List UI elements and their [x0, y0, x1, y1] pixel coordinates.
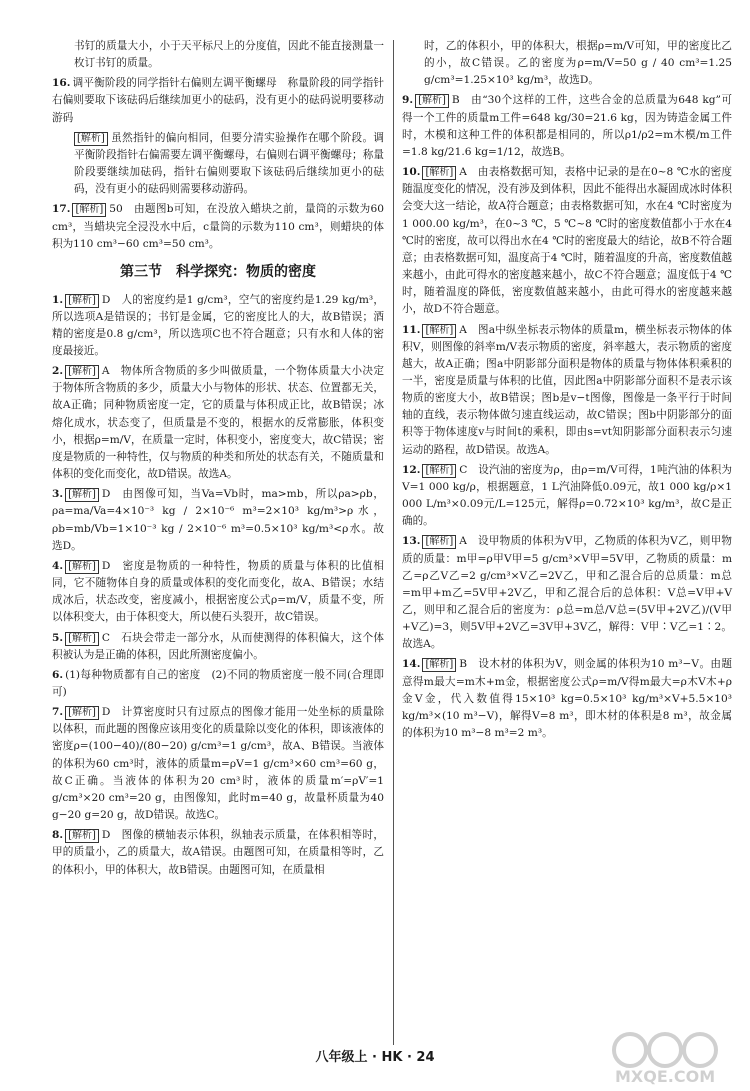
answer-paragraph — [52, 486, 384, 555]
question-number: 13. — [402, 535, 421, 548]
question-number: 1. — [52, 293, 64, 306]
answer-text: 虽然指针的偏向相同，但要分清实验操作在哪个阶段。调平衡阶段指针右偏需要左调平衡螺母，右偏则右调平衡螺母；称量阶段要继续加砝码，指针右偏则要取下该砝码后继续加更小的砝码，没有更小的砝码则需要移动游码。 — [74, 131, 384, 196]
question-number: 12. — [402, 463, 421, 476]
answer-text: B 设木材的体积为V，则金属的体积为10 m³−V。由题意得m最大=m木+m金，根据密度公式ρ=m/V得m最大=ρ木V木+ρ金V金，代入数值得15×10³ kg=0.5×10³ kg/m³×V+5.5×10³ kg/m³×(10 m³−V)，解得V=8 m³，即木材的体积是8 m³，故金属的体积为10 m³−8 m³=2 m³。 — [402, 658, 732, 740]
analysis-tag: [解析] — [422, 535, 456, 549]
question-number: 9. — [402, 94, 414, 107]
answer-text: D 图像的横轴表示体积，纵轴表示质量，在体积相等时，甲的质量小，乙的质量大，故A错误。由题图可知，在质量相等时，乙的体积小，甲的体积大，故B错误。由题图可知，在质量相 — [52, 829, 384, 876]
answer-paragraph — [402, 533, 732, 653]
watermark-logo — [610, 1030, 740, 1085]
right-column — [402, 38, 732, 745]
answer-paragraph — [52, 558, 384, 627]
answer-text: C 设汽油的密度为ρ，由ρ=m/V可得，1吨汽油的体积为V=1 000 kg/ρ，根据题意，1 L汽油降低0.09元，故1 000 kg/ρ×1 000 L/m³×0.09元/L=125元，解得ρ=0.72×10³ kg/m³，故C是正确的。 — [402, 463, 732, 528]
left-column — [52, 38, 384, 882]
question-number: 17. — [52, 203, 71, 216]
svg-text:MXQE.COM: MXQE.COM — [615, 1067, 716, 1085]
question-number: 16. — [52, 77, 71, 90]
answer-paragraph — [52, 630, 384, 664]
answer-paragraph — [52, 75, 384, 126]
analysis-tag: [解析] — [65, 706, 99, 720]
question-number: 7. — [52, 706, 64, 719]
analysis-tag: [解析] — [65, 632, 99, 646]
analysis-tag: [解析] — [74, 132, 108, 146]
answer-text: D 密度是物质的一种特性，物质的质量与体积的比值相同，它不随物体自身的质量或体积的变化而变化，故A、B错误；水结成冰后，状态改变，密度减小，根据密度公式ρ=m/V，质量不变，所以体积变大，由于体积变大，所以使石头裂开，故C错误。 — [52, 559, 384, 624]
question-number: 8. — [52, 829, 64, 842]
analysis-tag: [解析] — [65, 560, 99, 574]
question-number: 11. — [402, 323, 421, 336]
answer-paragraph — [402, 92, 732, 161]
question-number: 14. — [402, 658, 421, 671]
answer-text: 调平衡阶段的同学指针右偏则左调平衡螺母 称量阶段的同学指针右偏则要取下该砝码后继续加更小的砝码，没有更小的砝码说明要移动游码 — [52, 77, 384, 124]
question-number: 4. — [52, 559, 64, 572]
answer-paragraph — [402, 322, 732, 459]
analysis-tag: [解析] — [422, 464, 456, 478]
answer-paragraph — [52, 201, 384, 252]
analysis-tag: [解析] — [65, 365, 99, 379]
analysis-tag: [解析] — [422, 166, 456, 180]
page-footer: 八年级上 · HK · 24 — [315, 1050, 435, 1065]
question-number: 5. — [52, 631, 64, 644]
answer-text: 书钉的质量大小，小于天平标尺上的分度值，因此不能直接测量一枚订书钉的质量。 — [74, 40, 384, 70]
analysis-tag: [解析] — [72, 203, 106, 217]
analysis-tag: [解析] — [422, 658, 456, 672]
question-number: 6. — [52, 668, 64, 681]
answer-text: A 物体所含物质的多少叫做质量，一个物体质量大小决定于物体所含物质的多少，质量大小与物体的形状、状态、位置都无关，故A正确；同种物质密度一定，它的质量与体积成正比，故B错误；冰熔化成水，状态变了，但质量是不变的，根据水的反常膨胀，体积变小，根据ρ=m/V，在质量一定时，体积变小，密度变大，故C错误；密度是物质的一种特性，仅与物质的种类和所处的状态有关，不随质量和体积的变化而变化，故D错误。故选A。 — [52, 365, 384, 481]
analysis-tag: [解析] — [422, 324, 456, 338]
question-number: 3. — [52, 488, 64, 501]
answer-text: (1)每种物质都有自己的密度 (2)不同的物质密度一般不同(合理即可) — [52, 668, 384, 698]
answer-text: B 由“30个这样的工件，这些合金的总质量为648 kg”可得一个工件的质量m工件=648 kg/30=21.6 kg，因为铸造金属工件时，木模和这种工件的体积都是相同的，所以ρ1/ρ2=m木模/m工件=1.8 kg/21.6 kg=1/12，故选B。 — [402, 94, 732, 158]
answer-paragraph — [402, 164, 732, 318]
analysis-tag: [解析] — [65, 488, 99, 502]
answer-paragraph — [52, 667, 384, 701]
answer-text: A 图a中纵坐标表示物体的质量m，横坐标表示物体的体积V，则图像的斜率m/V表示物质的密度，斜率越大，表示物质的密度越大，故A正确；图a中阴影部分面积是物体的质量与物体体积乘积的一半，密度是质量与体积的比值，因此图a中阴影部分面积不是表示该物质的密度大小，故B错误；图b是v−t图像，图像是一条平行于时间轴的直线，表示物体做匀速直线运动，故C错误；图b中阴影部分的面积等于物体速度v与时间t的乘积，即由s=vt知阴影部分面积表示匀速运动的路程，故D错误。故选A。 — [402, 323, 732, 456]
answer-text: C 石块会带走一部分水，从而使测得的体积偏大，这个体积被认为是正确的体积，因此所测密度偏小。 — [52, 631, 384, 661]
answer-text: 时，乙的体积小，甲的体积大，根据ρ=m/V可知，甲的密度比乙的小，故C错误。乙的密度为ρ=m/V=50 g / 40 cm³=1.25 g/cm³=1.25×10³ kg/m³，故选D。 — [424, 40, 732, 87]
answer-text: D 计算密度时只有过原点的图像才能用一处坐标的质量除以体积，而此题的图像应该用变化的质量除以变化的体积，即该液体的密度ρ=(100−40)/(80−20) g/cm³=1 g/cm³，故A、B错误。当液体的体积为60 cm³时，液体的质量m=ρV=1 g/cm³×60 cm³=60 g，故C正确。当液体的体积为20 cm³时，液体的质量m′=ρV′=1 g/cm³×20 cm³=20 g，由图像知，此时m=40 g，故量杯质量为40 g−20 g=20 g，故D错误。故选C。 — [52, 706, 384, 822]
analysis-tag: [解析] — [65, 294, 99, 308]
column-divider — [393, 40, 394, 1045]
section-heading: 第三节 科学探究：物质的密度 — [120, 263, 316, 280]
answer-text: D 人的密度约是1 g/cm³，空气的密度约是1.29 kg/m³，所以选项A是错误的；书钉是金属，它的密度比人的大，故B错误；酒精的密度是0.8 g/cm³，所以选项C也不符合题意；只有水和人体的密度最接近。 — [52, 293, 384, 358]
answer-text: D 由图像可知，当Va=Vb时，ma>mb，所以ρa>ρb，ρa=ma/Va=4×10⁻³ kg / 2×10⁻⁶ m³=2×10³ kg/m³>ρ水，ρb=mb/Vb=1×10⁻³ kg / 2×10⁻⁶ m³=0.5×10³ kg/m³<ρ水。故选D。 — [52, 488, 384, 552]
answer-paragraph — [402, 38, 732, 89]
analysis-tag: [解析] — [415, 94, 449, 108]
analysis-tag: [解析] — [65, 829, 99, 843]
answer-paragraph — [52, 704, 384, 824]
answer-text: A 设甲物质的体积为V甲，乙物质的体积为V乙，则甲物质的质量：m甲=ρ甲V甲=5 g/cm³×V甲=5V甲，乙物质的质量：m乙=ρ乙V乙=2 g/cm³×V乙=2V乙，甲和乙混合后的总质量：m总=m甲+m乙=5V甲+2V乙，甲和乙混合后的总体积：V总=V甲+V乙，则甲和乙混合后的密度为：ρ总=m总/V总=(5V甲+2V乙)/(V甲+V乙)=3，则5V甲+2V乙=3V甲+3V乙，解得：V甲∶V乙=1∶2。故选A。 — [402, 535, 732, 651]
question-number: 2. — [52, 365, 64, 378]
answer-paragraph — [52, 130, 384, 199]
answer-text: A 由表格数据可知，表格中记录的是在0~8 ℃水的密度随温度变化的情况，没有涉及到体积，因此不能得出水凝固成冰时体积会变大这一结论，故A符合题意；由表格数据可知，水在4 ℃时密度为1 000.00 kg/m³，在0~3 ℃，5 ℃~8 ℃时的密度数值都小于水在4 ℃时的密度，故可以得出水在4 ℃时的密度最大的结论，故B不符合题意；由表格数据可知，温度高于4 ℃时，随着温度的升高，密度数值越来越小，由此可得水的密度越来越小，故C不符合题意；温度低于4 ℃时，随着温度的降低，密度数值越来越小，由此可得水的密度越来越小，故D不符合题意。 — [402, 166, 732, 316]
answer-paragraph — [52, 827, 384, 878]
answer-paragraph — [52, 38, 384, 72]
answer-paragraph — [52, 292, 384, 361]
question-number: 10. — [402, 166, 421, 179]
answer-paragraph — [402, 462, 732, 531]
answer-text: 50 由题图b可知，在没放入蜡块之前，量筒的示数为60 cm³，当蜡块完全浸没水中后，c量筒的示数为110 cm³，则蜡块的体积为110 cm³−60 cm³=50 cm³。 — [52, 203, 384, 250]
answer-paragraph — [52, 363, 384, 483]
answer-paragraph — [402, 656, 732, 742]
